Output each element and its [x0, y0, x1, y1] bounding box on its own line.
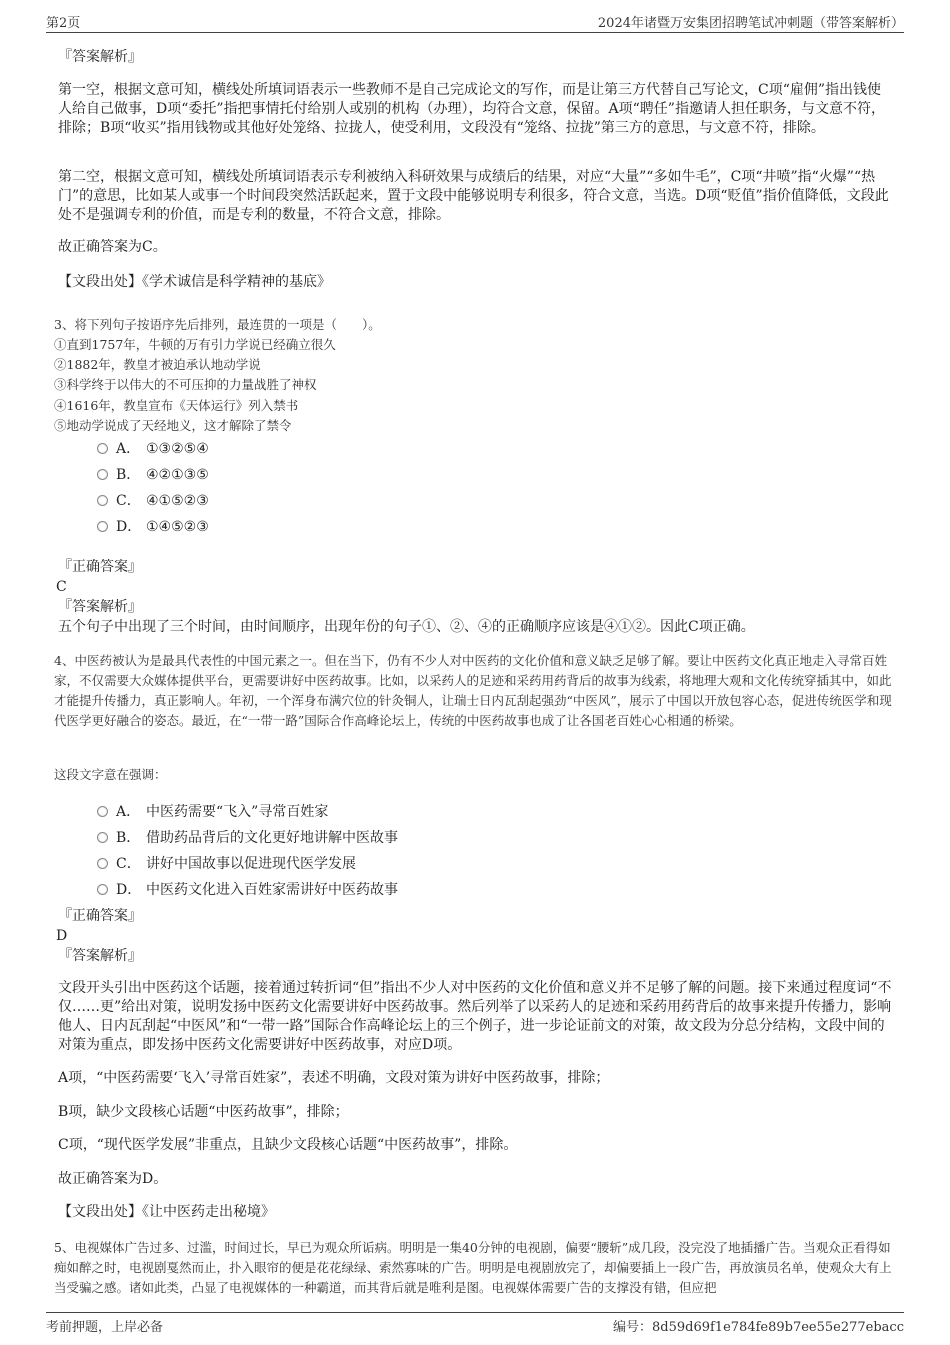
page-footer [46, 1312, 904, 1337]
radio-button[interactable] [97, 469, 108, 480]
page-number: 第2页 [46, 16, 81, 31]
q3-sentence-4: ④1616年，教皇宣布《天体运行》列入禁书 [54, 398, 299, 413]
q3-option-a[interactable]: A． ①③②⑤④ [97, 439, 209, 459]
radio-button[interactable] [97, 443, 108, 454]
q2-explain-label: 『答案解析』 [58, 49, 142, 65]
q4-option-d[interactable]: D． 中医药文化进入百姓家需讲好中医药故事 [97, 880, 398, 900]
q4-answer-label: 『正确答案』 [58, 908, 142, 924]
page-header [46, 10, 904, 33]
q3-option-c[interactable]: C． ④①⑤②③ [97, 491, 209, 511]
q4-answer: D [56, 928, 68, 944]
q2-explain-para2: 第二空，根据文意可知，横线处所填词语表示专利被纳入科研效果与成绩后的结果，对应“大量”“多如牛毛”，C项“井喷”指“火爆”“热门”的意思，比如某人或事一个时间段突然活跃起来，置于文段中能够说明专利很多，符合文意，当选。D项“贬值”指价值降低，文段此处不是强调专利的价值，而是专利的数量，不符合文意，排除。 [58, 169, 889, 223]
q3-sentence-3: ③科学终于以伟大的不可压抑的力量战胜了神权 [54, 377, 317, 392]
q5-stem: 5、电视媒体广告过多、过滥，时间过长，早已为观众所诟病。明明是一集40分钟的电视剧，偏要“腰斩”成几段，没完没了地插播广告。当观众正看得如痴如醉之时，电视剧戛然而止，扑入眼帘的便是花花绿绿、索然寡味的广告。明明是电视剧放完了，却偏要插上一段广告，再放演员名单，使观众大有上当受骗之感。诸如此类，凸显了电视媒体的一种霸道，而其背后就是唯利是图。电视媒体需要广告的支撑没有错，但应把 [54, 1240, 892, 1295]
q3-explain: 五个句子中出现了三个时间，由时间顺序，出现年份的句子①、②、④的正确顺序应该是④①②。因此C项正确。 [58, 619, 755, 635]
q3-answer-label: 『正确答案』 [58, 559, 142, 575]
q4-note-a: A项，“中医药需要‘飞入’寻常百姓家”，表述不明确，文段对策为讲好中医药故事，排除； [58, 1070, 610, 1086]
q4-option-c[interactable]: C． 讲好中国故事以促进现代医学发展 [97, 854, 356, 874]
q2-explain-para1: 第一空，根据文意可知，横线处所填词语表示一些教师不是自己完成论文的写作，而是让第三方代替自己写论文，C项“雇佣”指出钱使人给自己做事，D项“委托”指把事情托付给别人或别的机构（办理），均符合文意，保留。A项“聘任”指邀请人担任职务，与文意不符，排除；B项“收买”指用钱物或其他好处笼络、拉拢人，使受利用，文段没有“笼络、拉拢”第三方的意思，与文意不符，排除。 [58, 82, 885, 136]
document-id: 编号：8d59d69f1e784fe89b7ee55e277ebacc [613, 1320, 904, 1335]
radio-button[interactable] [97, 858, 108, 869]
q4-note-b: B项，缺少文段核心话题“中医药故事”，排除； [58, 1104, 349, 1120]
footer-slogan: 考前押题，上岸必备 [46, 1320, 164, 1335]
q2-conclusion: 故正确答案为C。 [58, 239, 167, 255]
q4-explain-label: 『答案解析』 [58, 948, 142, 964]
q4-option-b[interactable]: B． 借助药品背后的文化更好地讲解中医故事 [97, 828, 398, 848]
q3-explain-label: 『答案解析』 [58, 599, 142, 615]
q4-conclusion: 故正确答案为D。 [58, 1171, 168, 1187]
q3-sentence-5: ⑤地动学说成了天经地义，这才解除了禁令 [54, 418, 292, 433]
q3-stem: 3、将下列句子按语序先后排列，最连贯的一项是（ ）。 [54, 317, 381, 332]
q3-sentence-2: ②1882年，教皇才被迫承认地动学说 [54, 357, 261, 372]
q4-stem: 4、中医药被认为是最具代表性的中国元素之一。但在当下，仍有不少人对中医药的文化价值和意义缺乏足够了解。要让中医药文化真正地走入寻常百姓家，不仅需要大众媒体提供平台，更需要讲好中医药故事。比如，以采药人的足迹和采药用药背后的故事为线索，将地理大观和文化传统穿插其中，如此才能提升传播力，真正影响人。年初，一个浑身布满穴位的针灸铜人，让瑞士日内瓦刮起强劲“中医风”，展示了中国以开放包容心态，促进传统医学和现代医学更好融合的姿态。最近，在“一带一路”国际合作高峰论坛上，传统的中医药故事也成了让各国老百姓心心相通的桥梁。 [54, 653, 892, 728]
q3-option-b[interactable]: B． ④②①③⑤ [97, 465, 209, 485]
q3-answer: C [56, 579, 67, 595]
radio-button[interactable] [97, 806, 108, 817]
radio-button[interactable] [97, 495, 108, 506]
q4-source: 【文段出处】《让中医药走出秘境》 [58, 1204, 275, 1220]
radio-button[interactable] [97, 521, 108, 532]
radio-button[interactable] [97, 832, 108, 843]
q4-note-c: C项，“现代医学发展”非重点，且缺少文段核心话题“中医药故事”，排除。 [58, 1137, 518, 1153]
document-title: 2024年诸暨万安集团招聘笔试冲刺题（带答案解析） [597, 16, 904, 31]
q2-source: 【文段出处】《学术诚信是科学精神的基底》 [58, 274, 331, 290]
q3-option-d[interactable]: D． ①④⑤②③ [97, 517, 209, 537]
q4-explain: 文段开头引出中医药这个话题，接着通过转折词“但”指出不少人对中医药的文化价值和意义并不足够了解的问题。接下来通过程度词“不仅……更”给出对策，说明发扬中医药文化需要讲好中医药故事。然后列举了以采药人的足迹和采药用药背后的故事来提升传播力，影响他人、日内瓦刮起“中医风”和“一带一路”国际合作高峰论坛上的三个例子，进一步论证前文的对策，故文段为分总分结构，文段中间的对策为重点，即发扬中医药文化需要讲好中医药故事，对应D项。 [58, 980, 892, 1053]
q3-sentence-1: ①直到1757年，牛顿的万有引力学说已经确立很久 [54, 337, 336, 352]
q4-prompt: 这段文字意在强调： [54, 767, 167, 782]
radio-button[interactable] [97, 884, 108, 895]
q4-option-a[interactable]: A． 中医药需要“飞入”寻常百姓家 [97, 802, 328, 822]
